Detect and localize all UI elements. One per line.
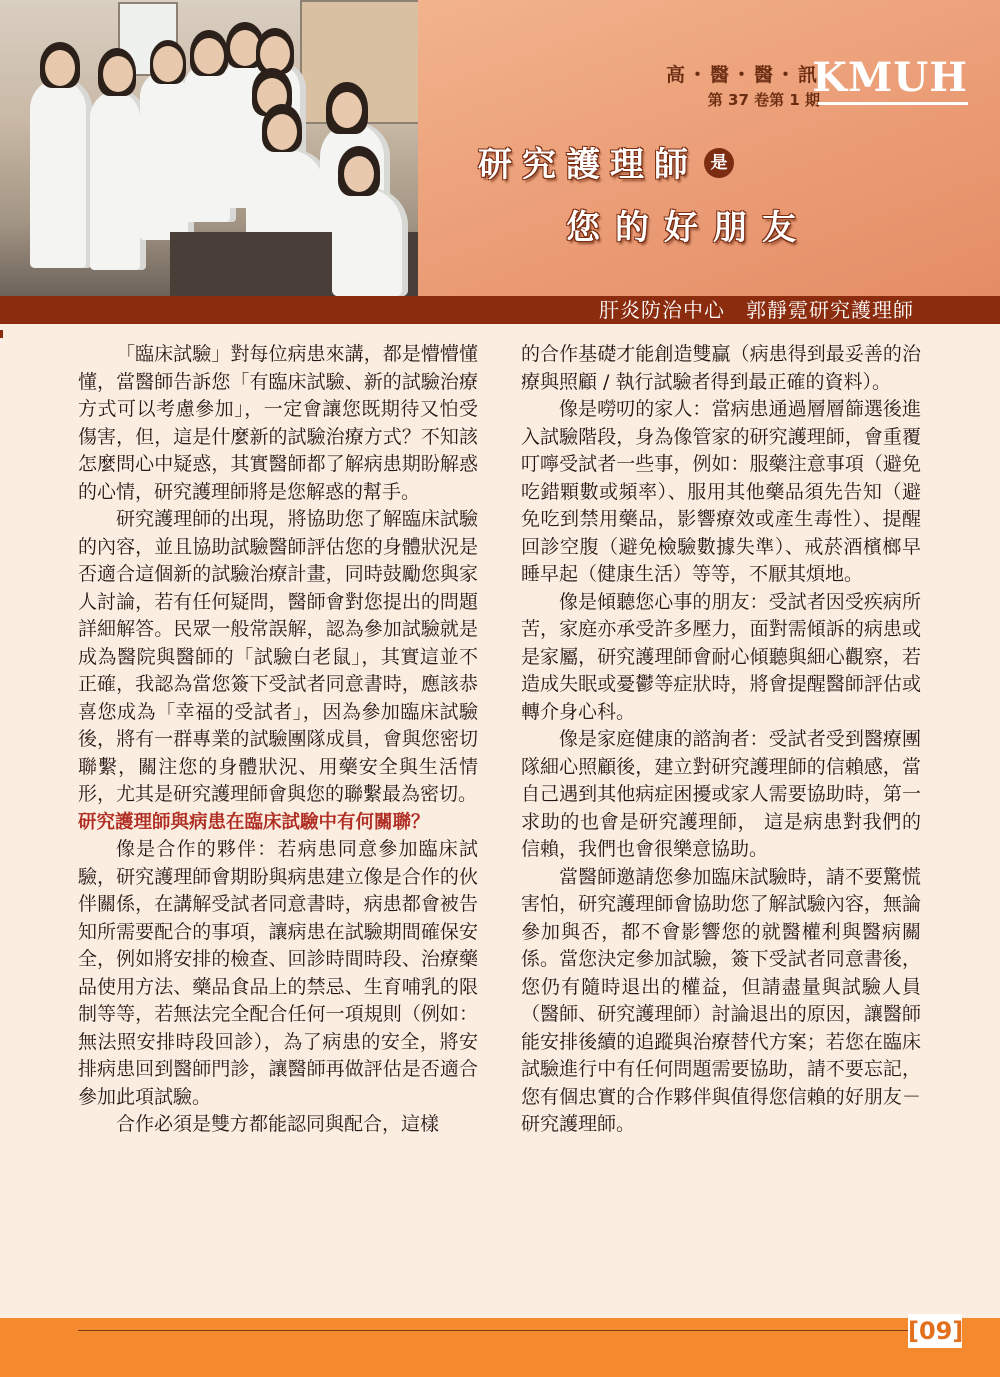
face [153, 46, 183, 82]
paragraph: 合作必須是雙方都能認同與配合，這樣 [116, 1113, 440, 1135]
section-subheading: 研究護理師與病患在臨床試驗中有何關聯？ [78, 811, 430, 833]
journal-name: 高・醫・醫・訊 [665, 64, 820, 86]
kmuh-logo-text: KMUH [812, 54, 968, 101]
face [260, 36, 290, 72]
author-bar [0, 296, 1000, 324]
group-photo [0, 0, 418, 296]
paragraph: 像是傾聽您心事的朋友：受試者因受疾病所苦，家庭亦承受許多壓力，面對需傾訴的病患或是家屬，研究護理師會耐心傾聽與細心觀察，若造成失眠或憂鬱等症狀時，將會提醒醫師評估或轉介身心科。 [521, 590, 921, 723]
paragraph: 像是合作的夥伴：若病患同意參加臨床試驗，研究護理師會期盼與病患建立像是合作的伙伴關係，在講解受試者同意書時，病患都會被告知所需要配合的事項，讓病患在試驗期間確保安全，例如將安排的檢查、回診時間時段、治療藥品使用方法、藥品食品上的禁忌、生育哺乳的限制等等，若無法完全配合任何一項規則（例如：無法照安排時段回診），為了病患的安全，將安排病患回到醫師門診，讓醫師再做評估是否適合參加此項試驗。 [78, 838, 478, 1108]
journal-info [666, 60, 820, 110]
face [45, 50, 75, 86]
face [332, 92, 362, 128]
issue-number: 第 37 卷第 1 期 [707, 91, 820, 109]
paragraph: 「臨床試驗」對每位病患來講，都是懵懵懂懂，當醫師告訴您「有臨床試驗、新的試驗治療方式可以考慮參加」，一定會讓您既期待又怕受傷害，但，這是什麼新的試驗治療方式？不知該怎麼問心中疑惑，其實醫師都了解病患期盼解惑的心情，研究護理師將是您解惑的幫手。 [78, 343, 478, 503]
face [194, 38, 224, 74]
paragraph: 像是家庭健康的諮詢者：受試者受到醫療團隊細心照顧後，建立對研究護理師的信賴感，當自己遇到其他病症困擾或家人需要協助時，第一求助的也會是研究護理師， 這是病患對我們的信賴，我們也會很樂意協助。 [521, 728, 921, 860]
footer-rule [78, 1330, 908, 1331]
face [344, 156, 374, 192]
kmuh-logo [812, 54, 968, 105]
article-title-line2: 您的好朋友 [566, 208, 811, 248]
article-header [0, 0, 1000, 296]
author-byline: 肝炎防治中心 郭靜霓研究護理師 [599, 298, 914, 322]
paragraph: 當醫師邀請您參加臨床試驗時，請不要驚慌害怕，研究護理師會協助您了解試驗內容，無論參加與否，都不會影響您的就醫權利與醫病關係。當您決定參加試驗，簽下受試者同意書後，您仍有隨時退出的權益，但請盡量與試驗人員（醫師、研究護理師）討論退出的原因，讓醫師能安排後續的追蹤與治療替代方案；若您在臨床試驗進行中有任何問題需要協助，請不要忘記，您有個忠實的合作夥伴與值得您信賴的好朋友－研究護理師。 [521, 865, 921, 1135]
article-title-connector: 是 [704, 148, 734, 178]
face [103, 56, 133, 92]
paragraph: 像是嘮叨的家人：當病患通過層層篩選後進入試驗階段，身為像管家的研究護理師，會重覆叮嚀受試者一些事，例如：服藥注意事項（避免吃錯顆數或頻率）、服用其他藥品須先告知（避免吃到禁用藥品，影響療效或產生毒性）、提醒回診空腹（避免檢驗數據失準）、戒菸酒檳榔早睡早起（健康生活）等等，不厭其煩地。 [521, 398, 921, 585]
paragraph: 的合作基礎才能創造雙贏（病患得到最妥善的治療與照顧 / 執行試驗者得到最正確的資料）。 [521, 343, 921, 393]
person [332, 188, 408, 296]
margin-mark [0, 330, 3, 338]
text-column-right [521, 341, 921, 1139]
article-title-line1: 研究護理師 [478, 145, 698, 185]
person [90, 90, 146, 270]
page-number: [09] [908, 1314, 962, 1348]
paragraph: 研究護理師的出現，將協助您了解臨床試驗的內容，並且協助試驗醫師評估您的身體狀況是否適合這個新的試驗治療計畫，同時鼓勵您與家人討論，若有任何疑問，醫師會對您提出的問題詳細解答。民眾一般常誤解，認為參加試驗就是成為醫院與醫師的「試驗白老鼠」，其實這並不正確，我認為當您簽下受試者同意書時，應該恭喜您成為「幸福的受試者」，因為參加臨床試驗後，將有一群專業的試驗團隊成員，會與您密切聯繫，關注您的身體狀況、用藥安全與生活情形，尤其是研究護理師會與您的聯繫最為密切。 [78, 508, 478, 805]
person [30, 78, 92, 268]
face [267, 114, 297, 150]
footer-bar [0, 1318, 1000, 1377]
text-column-left [78, 341, 478, 1139]
